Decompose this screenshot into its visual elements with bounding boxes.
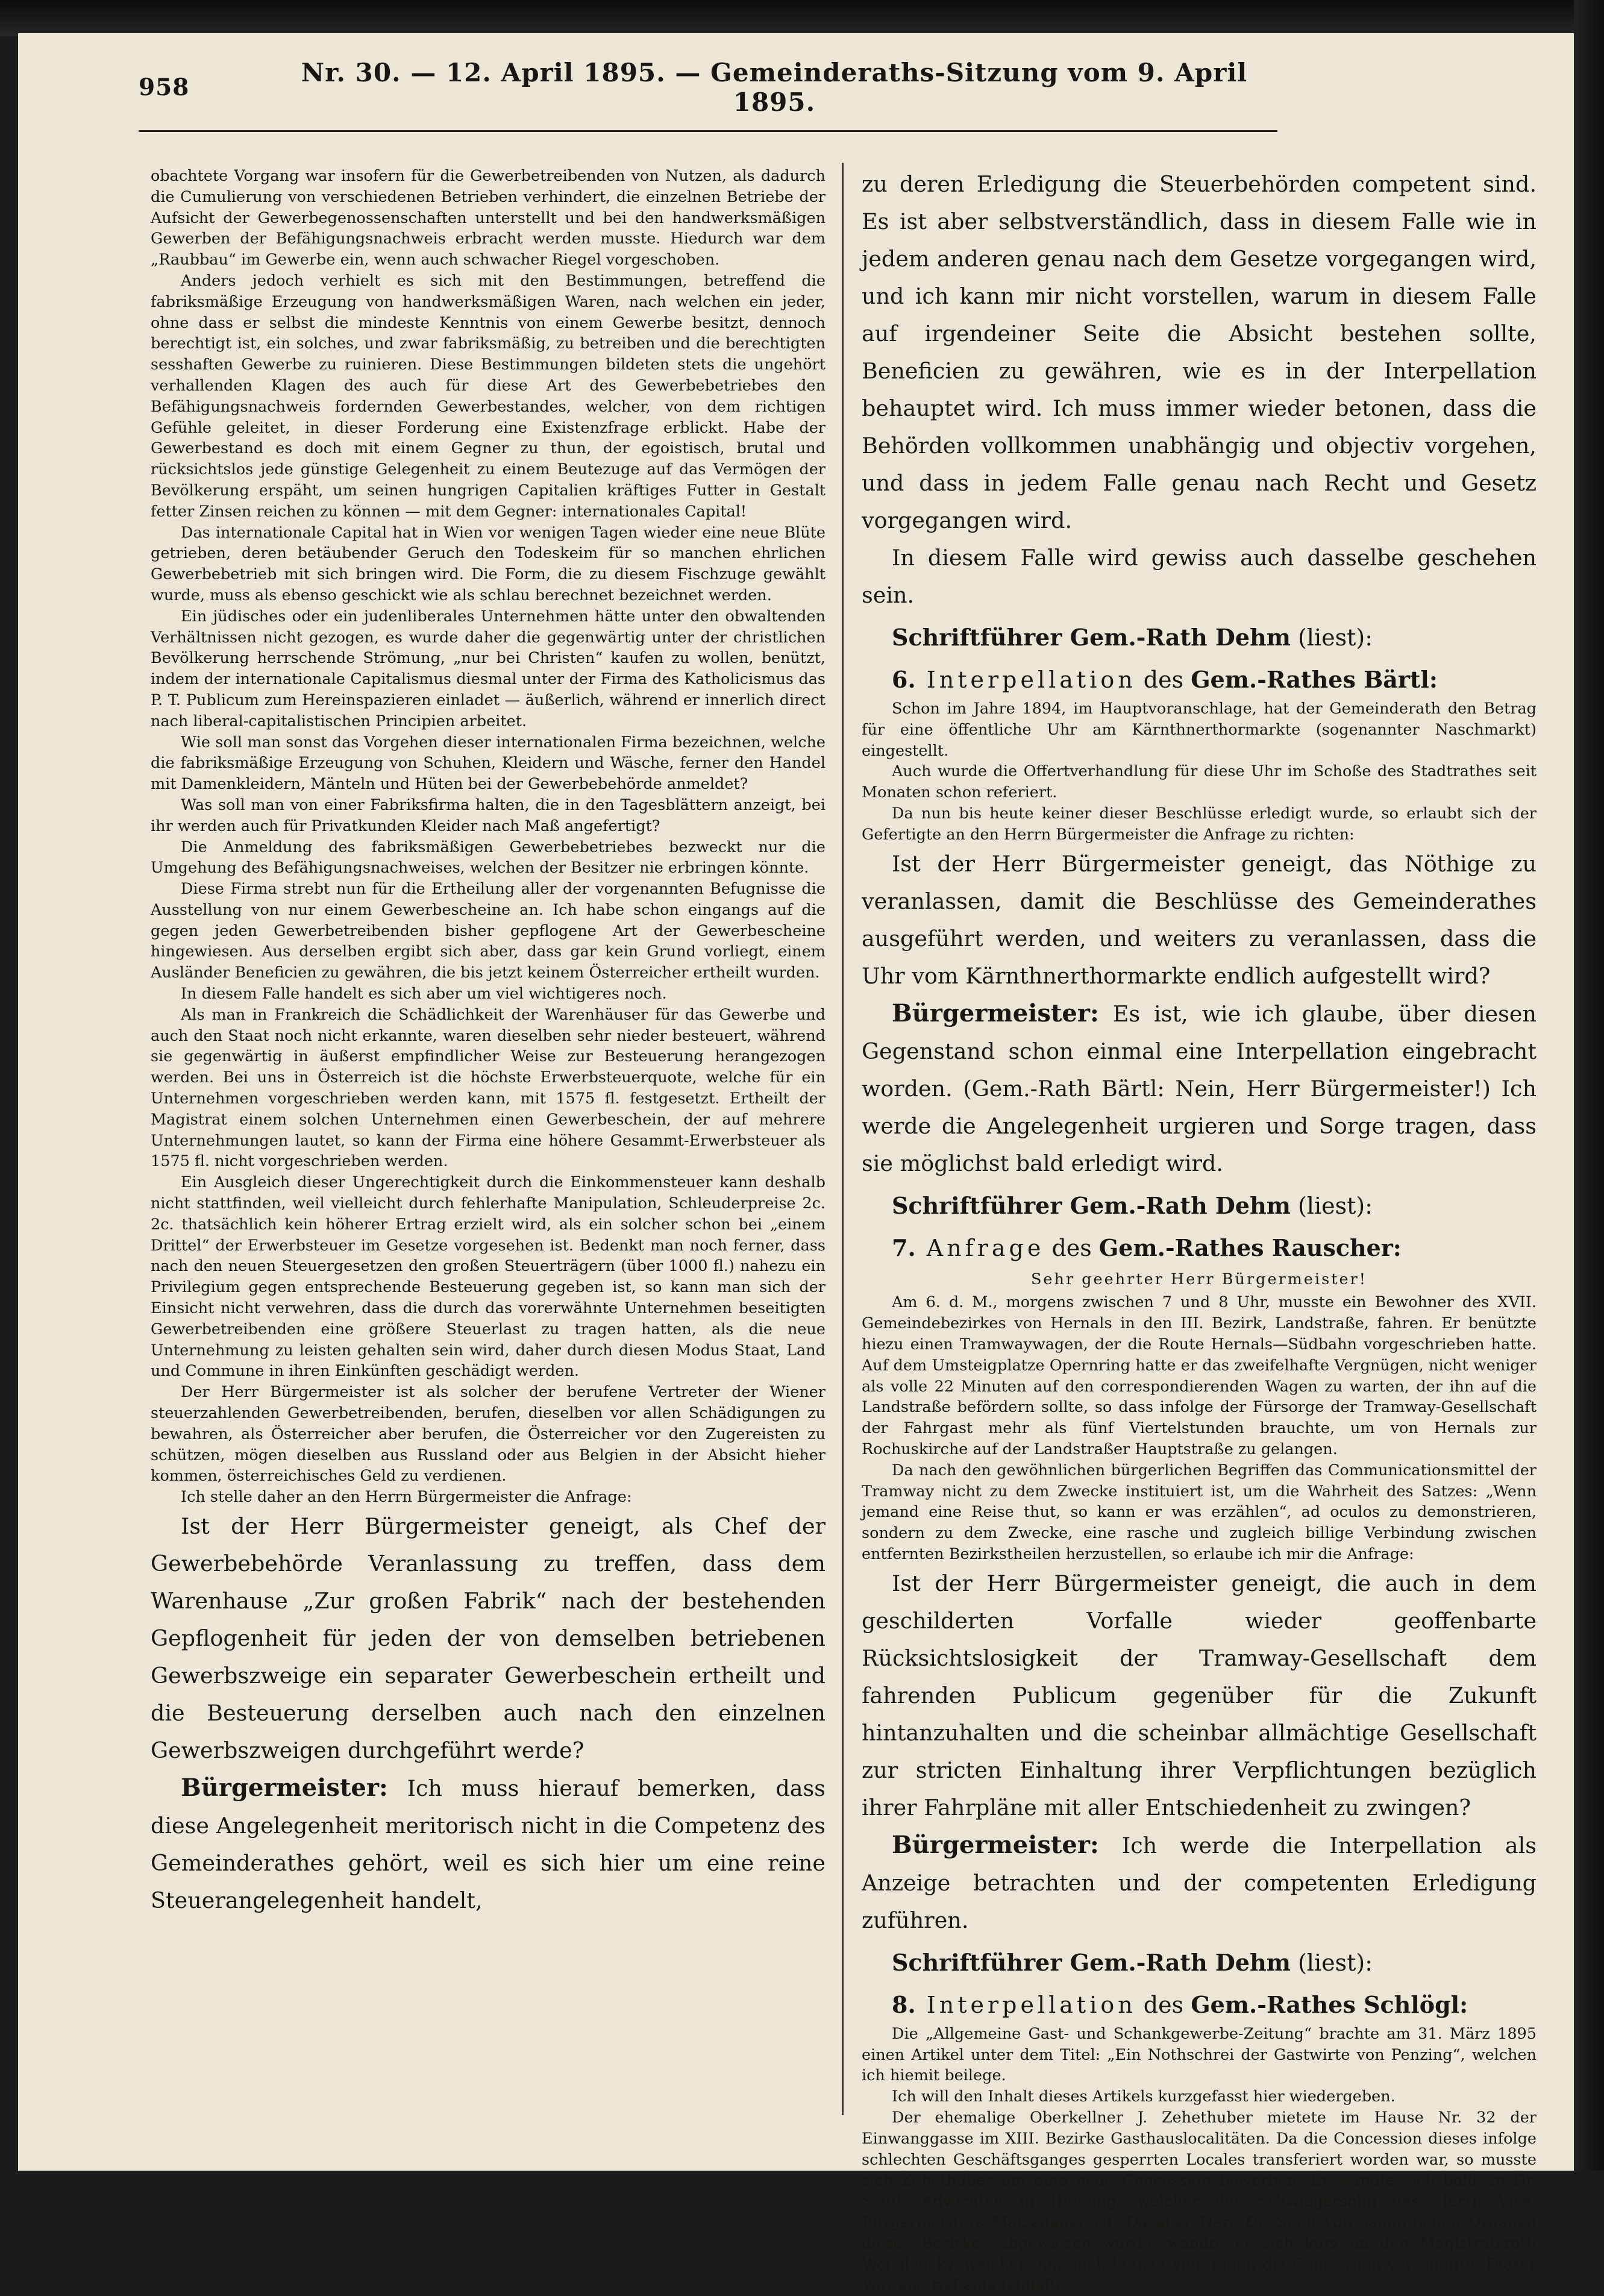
paragraph-text: Ich stelle daher an den Herrn Bürgermeister die Anfrage: <box>181 1488 632 1507</box>
paragraph-text: In diesem Falle handelt es sich aber um viel wichtigeres noch. <box>181 985 667 1003</box>
paragraph-text: Die Anmeldung des fabriksmäßigen Gewerbebetriebes bezweckt nur die Umgehung des Befähigungsnachweises, welchen der Besitzer nie erbringen könnte. <box>151 838 825 877</box>
paragraph <box>151 166 825 271</box>
heading-bold-text: 8. <box>892 1990 916 2018</box>
paragraph <box>151 837 825 879</box>
left-column <box>151 166 825 2118</box>
paragraph-text: Ich will den Inhalt dieses Artikels kurzgefasst hier wiedergeben. <box>892 2087 1396 2106</box>
section-heading <box>862 1187 1537 1225</box>
paragraph-text: Ist der Herr Bürgermeister geneigt, das Nöthige zu veranlassen, damit die Beschlüsse des Gemeinderathes ausgeführt werden, und weiters zu veranlassen, dass die Uhr vom Kärnthnerthormarkte endlich aufgestellt wird? <box>862 850 1537 989</box>
paragraph <box>862 1292 1537 1460</box>
page-title: Nr. 30. — 12. April 1895. — Gemeinderaths-Sitzung vom 9. April 1895. <box>301 58 1248 117</box>
paragraph-text: Am 6. d. M., morgens zwischen 7 und 8 Uhr, musste ein Bewohner des XVII. Gemeindebezirkes von Hernals in den III. Bezirk, Landstraße, fahren. Er benützte hiezu einen Tramwaywagen, der die Route Hernals—Südbahn vorgeschrieben hatte. Auf dem Umsteigplatze Opernring hatte er das zweifelhafte Vergnügen, nicht weniger als volle 22 Minuten auf den correspondierenden Wagen zu warten, der ihn auf die Landstraße befördern sollte, so dass infolge der Fürsorge der Tramway-Gesellschaft der Fahrgast mehr als fünf Viertelstunden brauchte, um von Hernals zur Rochuskirche auf der Landstraßer Hauptstraße zu gelangen. <box>862 1293 1537 1458</box>
heading-type: Anfrage <box>915 1234 1045 1261</box>
paragraph-text: Das internationale Capital hat in Wien vor wenigen Tagen wieder eine neue Blüte getrieben, deren betäubender Geruch den Todeskeim für so manchen ehrlichen Gewerbebetrieb mit sich bringen wird. Die Form, die zu diesem Fischzuge gewählt wurde, muss als ebenso geschickt wie als schlau berechnet bezeichnet werden. <box>151 523 825 604</box>
paragraph <box>151 271 825 522</box>
paragraph-text: Diese Firma strebt nun für die Ertheilung aller der vorgenannten Befugnisse die Ausstellung von nur einem Gewerbescheine an. Ich habe schon eingangs auf die gegen jeden Gewerbetreibenden bisher gepflogene Art der Gewerbescheine hingewiesen. Aus derselben ergibt sich aber, dass gar kein Grund vorliegt, einem Ausländer Beneficien zu gewähren, die bis jetzt keinem Österreicher ertheilt wurden. <box>151 880 825 982</box>
speaker-name: Bürgermeister: <box>892 999 1099 1027</box>
salutation-text: Sehr geehrter Herr Bürgermeister! <box>1030 1270 1368 1288</box>
paragraph <box>151 879 825 983</box>
speaker-name: Bürgermeister: <box>181 1774 388 1802</box>
paragraph <box>862 2107 1537 2296</box>
paragraph-text: Was soll man von einer Fabriksfirma halten, die in den Tagesblättern anzeigt, bei ihr werden auch für Privatkunden Kleider nach Maß angefertigt? <box>151 795 825 835</box>
paragraph-text: Ist der Herr Bürgermeister geneigt, als Chef der Gewerbebehörde Veranlassung zu treffen, dass dem Warenhause „Zur großen Fabrik“ nach der bestehenden Gepflogenheit für jeden der von demselben betriebenen Gewerbszweige ein separater Gewerbeschein ertheilt und die Besteuerung derselben auch nach den einzelnen Gewerbszweigen durchgeführt werde? <box>151 1513 825 1763</box>
page-header <box>139 58 1277 117</box>
section-heading <box>862 1944 1537 1981</box>
paragraph <box>151 606 825 732</box>
heading-bold-text: Schriftführer Gem.-Rath Dehm <box>892 1948 1291 1976</box>
paragraph-text: Als man in Frankreich die Schädlichkeit der Warenhäuser für das Gewerbe und auch den Staat noch nicht erkannte, waren dieselben sehr nieder besteuert, während sie gegenwärtig in äußerst empfindlicher Weise zur Besteuerung herangezogen werden. Bei uns in Österreich ist die höchste Erwerbsteuerquote, welche für ein Unternehmen vorgeschrieben werden kann, mit 1575 fl. festgesetzt. Ertheilt der Magistrat einem solchen Unternehmen einen Gewerbeschein, der auf mehrere Unternehmungen lautet, so kann der Firma eine höhere Gesammt-Erwerbsteuer als 1575 fl. nicht vorgeschrieben werden. <box>151 1005 825 1171</box>
paragraph-text: Ich werde die Interpellation als Anzeige betrachten und der competenten Erledigung zuführen. <box>862 1832 1537 1933</box>
column-divider <box>842 163 844 2115</box>
paragraph-large <box>862 995 1537 1182</box>
heading-bold-text: 6. <box>892 666 916 693</box>
heading-rest-text: (liest): <box>1290 624 1373 651</box>
paragraph-text: Der Herr Bürgermeister ist als solcher der berufene Vertreter der Wiener steuerzahlenden Gewerbetreibenden, berufen, dieselben vor allen Schädigungen zu bewahren, als Österreicher aber berufen, die Österreicher vor den Zugereisten zu schützen, mögen dieselben aus Russland oder aus Belgien in der Absicht hieher kommen, österreichisches Geld zu verdienen. <box>151 1383 825 1485</box>
paragraph <box>151 795 825 837</box>
paragraph <box>151 732 825 795</box>
paragraph <box>151 1005 825 1172</box>
heading-speaker-name: Gem.-Rathes Schlögl: <box>1191 1990 1468 2018</box>
paragraph-text: Da nach den gewöhnlichen bürgerlichen Begriffen das Communicationsmittel der Tramway nicht zu dem Zwecke instituiert ist, um die Wahrheit des Satzes: „Wenn jemand eine Reise thut, so kann er was erzählen“, ad oculos zu demonstrieren, sondern zu dem Zwecke, eine rasche und zugleich billige Verbindung zwischen entfernten Bezirkstheilen herzustellen, so erlaube ich mir die Anfrage: <box>862 1461 1537 1563</box>
paragraph-large <box>862 539 1537 614</box>
paragraph-text: Die „Allgemeine Gast- und Schankgewerbe-Zeitung“ brachte am 31. März 1895 einen Artikel unter dem Titel: „Ein Nothschrei der Gastwirte von Penzing“, welchen ich hiemit beilege. <box>862 2024 1537 2085</box>
scan-border-top <box>0 0 1604 36</box>
header-rule <box>139 130 1277 132</box>
paragraph-large <box>862 1565 1537 1827</box>
heading-rest-text: des <box>1044 1234 1099 1261</box>
heading-rest-text: des <box>1136 667 1191 693</box>
heading-speaker-name: Gem.-Rathes Bärtl: <box>1191 666 1438 693</box>
paragraph-text: In diesem Falle wird gewiss auch dasselbe geschehen sein. <box>862 545 1537 608</box>
paragraph <box>862 698 1537 761</box>
section-heading <box>862 661 1537 698</box>
heading-type: Interpellation <box>915 1991 1136 2018</box>
section-heading <box>862 619 1537 656</box>
paragraph <box>151 522 825 606</box>
heading-rest-text: (liest): <box>1290 1949 1373 1976</box>
heading-rest-text: (liest): <box>1290 1192 1373 1219</box>
paragraph-text: obachtete Vorgang war insofern für die Gewerbetreibenden von Nutzen, als dadurch die Cumulierung von verschiedenen Betrieben verhindert, die einzelnen Betriebe der Aufsicht der Gewerbegenossenschaften unterstellt und bei den handwerksmäßigen Gewerben der Befähigungsnachweis erbracht werden musste. Hiedurch war dem „Raubbau“ im Gewerbe ein, wenn auch schwacher Riegel vorgeschoben. <box>151 167 825 269</box>
paragraph-large <box>862 845 1537 995</box>
section-heading <box>862 1986 1537 2024</box>
paragraph <box>151 1172 825 1382</box>
paragraph-text: Ein Ausgleich dieser Ungerechtigkeit durch die Einkommensteuer kann deshalb nicht stattfinden, weil vielleicht durch fehlerhafte Manipulation, Schleuderpreise 2c. 2c. thatsächlich kein höherer Ertrag erzielt wird, als ein solcher schon bei „einem Drittel“ der Erwerbsteuer im Gesetze vorgesehen ist. Bedenkt man noch ferner, dass nach den neuen Steuergesetzen den großen Steuerträgern (über 1000 fl.) nahezu ein Privilegium gegen entsprechende Besteuerung gegeben ist, so kann man sich der Einsicht nicht verwehren, dass die durch das vorerwähnte Unternehmen beseitigten Gewerbetreibenden eine größere Steuerlast zu tragen hatten, als die neue Unternehmung zu leisten gehalten sein wird, daher durch diesen Modus Staat, Land und Commune in ihren Einkünften geschädigt werden. <box>151 1173 825 1381</box>
scan-border-right <box>1574 0 1604 2171</box>
paragraph <box>151 983 825 1005</box>
paragraph <box>862 2024 1537 2086</box>
paragraph-large <box>151 1769 825 1919</box>
paragraph-text: Ich muss hierauf bemerken, dass diese Angelegenheit meritorisch nicht in die Competenz des Gemeinderathes gehört, weil es sich hier um eine reine Steuerangelegenheit handelt, <box>151 1775 825 1913</box>
paragraph-text: Ein jüdisches oder ein judenliberales Unternehmen hätte unter den obwaltenden Verhältnissen nicht gezogen, es wurde daher die gegenwärtig unter der christlichen Bevölkerung herrschende Strömung, „nur bei Christen“ kaufen zu wollen, benützt, indem der internationale Capitalismus diesmal unter der Firma des Katholicismus das P. T. Publicum zum Hereinspazieren einladet — äußerlich, während er innerlich direct nach liberal-capitalistischen Principien arbeitet. <box>151 607 825 730</box>
heading-bold-text: 7. <box>892 1234 916 1261</box>
heading-speaker-name: Gem.-Rathes Rauscher: <box>1098 1234 1402 1261</box>
heading-bold-text: Schriftführer Gem.-Rath Dehm <box>892 624 1291 651</box>
section-heading <box>862 1229 1537 1267</box>
page-number: 958 <box>139 74 190 101</box>
paragraph <box>151 1487 825 1508</box>
paragraph-large <box>862 1827 1537 1939</box>
paragraph-text: Es ist, wie ich glaube, über diesen Gegenstand schon einmal eine Interpellation eingebracht worden. (Gem.-Rath Bärtl: Nein, Herr Bürgermeister!) Ich werde die Angelegenheit urgieren und Sorge tragen, dass sie möglichst bald erledigt wird. <box>862 1000 1537 1176</box>
speaker-name: Bürgermeister: <box>892 1830 1099 1859</box>
salutation <box>862 1269 1537 1290</box>
paragraph-text: Ist der Herr Bürgermeister geneigt, die auch in dem geschilderten Vorfalle wieder geoffenbarte Rücksichtslosigkeit der Tramway-Gesellschaft dem fahrenden Publicum gegenüber für die Zukunft hintanzuhalten und die scheinbar allmächtige Gesellschaft zur stricten Einhaltung ihrer Verpflichtungen bezüglich ihrer Fahrpläne mit aller Entschiedenheit zu zwingen? <box>862 1570 1537 1821</box>
paragraph <box>862 1460 1537 1565</box>
paragraph-text: Da nun bis heute keiner dieser Beschlüsse erledigt wurde, so erlaubt sich der Gefertigte an den Herrn Bürgermeister die Anfrage zu richten: <box>862 804 1537 844</box>
right-column <box>862 166 1537 2295</box>
paragraph-text: Anders jedoch verhielt es sich mit den Bestimmungen, betreffend die fabriksmäßige Erzeugung von handwerksmäßigen Waren, nach welchen ein jeder, ohne dass er selbst die mindeste Kenntnis von einem Gewerbe besitzt, dennoch berechtigt ist, ein solches, und zwar fabriksmäßig, zu betreiben und die berechtigten sesshaften Gewerbe zu ruinieren. Diese Bestimmungen bildeten stets die ungehört verhallenden Klagen des auch für diese Art des Gewerbebetriebes den Befähigungsnachweis fordernden Gewerbestandes, welcher, von dem richtigen Gefühle geleitet, in dieser Forderung eine Existenzfrage erblickt. Habe der Gewerbestand es doch mit einem Gegner zu thun, der egoistisch, brutal und rücksichtslos jede günstige Gelegenheit zu einem Beutezuge auf das Vermögen der Bevölkerung erspäht, um seinen hungrigen Capitalien kräftiges Futter in Gestalt fetter Zinsen reichen zu können — mit dem Gegner: internationales Capital! <box>151 271 825 521</box>
heading-type: Interpellation <box>915 667 1136 693</box>
paragraph <box>862 803 1537 845</box>
paragraph-large <box>862 166 1537 539</box>
paragraph-text: Der ehemalige Oberkellner J. Zehethuber mietete im Hause Nr. 32 der Einwanggasse im XIII. Bezirke Gasthauslocalitäten. Da die Concession dieses infolge schlechten Geschäftsganges gesperrten Locales transferiert worden war, so musste sich Zehethuber um eine neue Concession bewerben. Er wandte sich bald an Dr. Seidl, Advocaten in Hietzing, welcher der Schwiegersohn des Herrn Vice-Bürgermeisters Matzenauer ist. Da aber Herr Dr. Seidl von sämmtlichen Organen dieses Bezirkes abgewiesen wurde, wandte er sich kurz an den Magistratsrath Wopalensky, welcher ihm auch binnen vier Tagen die Concession verschaffte. Dieser Vorgang rief eine lebhafte <box>862 2108 1537 2295</box>
paragraph <box>862 2086 1537 2107</box>
paragraph-text: zu deren Erledigung die Steuerbehörden competent sind. Es ist aber selbstverständlich, dass in diesem Falle wie in jedem anderen genau nach dem Gesetze vorgegangen wird, und ich kann mir nicht vorstellen, warum in diesem Falle auf irgendeiner Seite die Absicht bestehen sollte, Beneficien zu gewähren, wie es in der Interpellation behauptet wird. Ich muss immer wieder betonen, dass die Behörden vollkommen unabhängig und objectiv vorgehen, und dass in jedem Falle genau nach Recht und Gesetz vorgegangen wird. <box>862 171 1537 533</box>
heading-bold-text: Schriftführer Gem.-Rath Dehm <box>892 1191 1291 1219</box>
heading-rest-text: des <box>1136 1991 1191 2018</box>
paragraph-text: Auch wurde die Offertverhandlung für diese Uhr im Schoße des Stadtrathes seit Monaten schon referiert. <box>862 762 1537 802</box>
paragraph-text: Wie soll man sonst das Vorgehen dieser internationalen Firma bezeichnen, welche die fabriksmäßige Erzeugung von Schuhen, Kleidern und Wäsche, ferner den Handel mit Damenkleidern, Mänteln und Hüten bei der Gewerbebehörde anmeldet? <box>151 733 825 794</box>
paragraph <box>151 1382 825 1487</box>
paragraph <box>862 761 1537 803</box>
paragraph-large <box>151 1508 825 1769</box>
paragraph-text: Schon im Jahre 1894, im Hauptvoranschlage, hat der Gemeinderath den Betrag für eine öffentliche Uhr am Kärnthnerthormarkte (sogenannter Naschmarkt) eingestellt. <box>862 700 1537 760</box>
